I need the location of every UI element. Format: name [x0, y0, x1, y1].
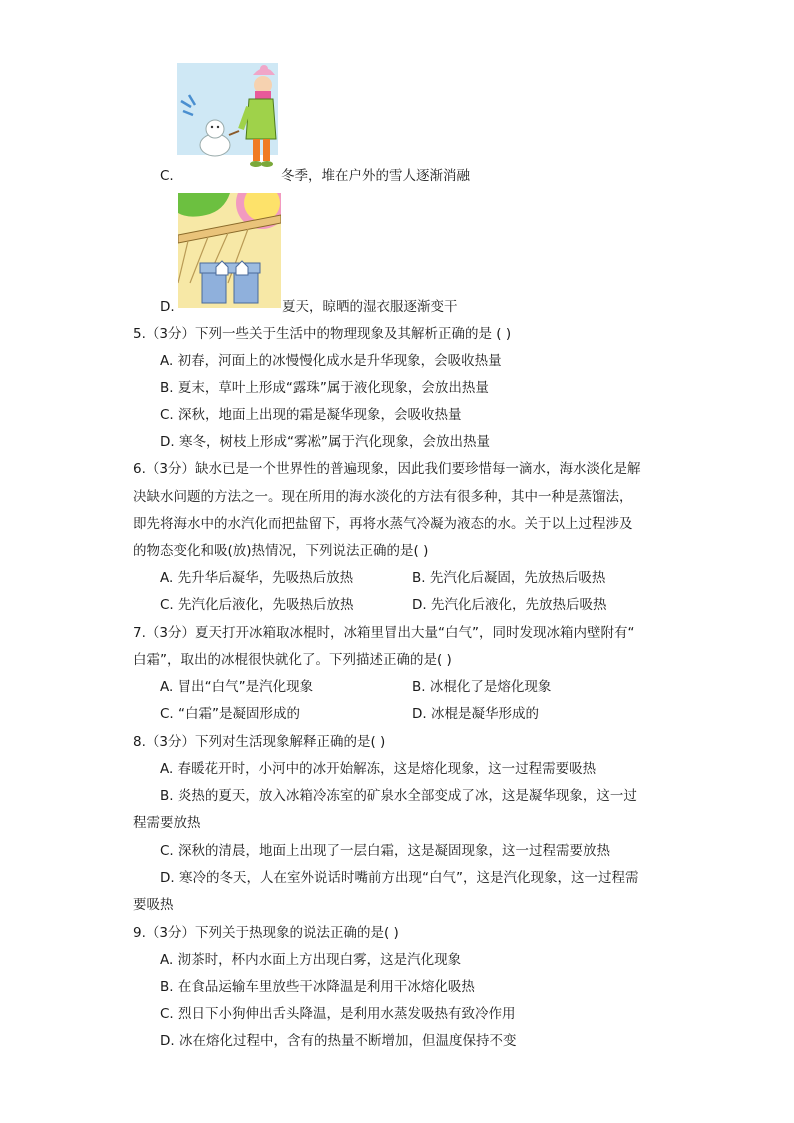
question-6-option-d: D. 先汽化后液化，先放热后吸热	[412, 597, 607, 613]
question-9-option-a: A. 沏茶时，杯内水面上方出现白雾，这是汽化现象	[160, 952, 462, 968]
question-7-option-d: D. 冰棍是凝华形成的	[412, 706, 539, 722]
question-9-stem: 9.（3分）下列关于热现象的说法正确的是( )	[133, 925, 399, 941]
question-7-option-b: B. 冰棍化了是熔化现象	[412, 679, 552, 695]
question-6-stem-line-4: 的物态变化和吸(放)热情况，下列说法正确的是( )	[133, 543, 429, 559]
option-c	[160, 167, 174, 185]
snowman-illustration	[177, 63, 278, 176]
question-7-stem-line-1: 7.（3分）夏天打开冰箱取冰棍时，冰箱里冒出大量“白气”，同时发现冰箱内壁附有“	[133, 625, 635, 641]
question-8-option-d-cont: 要吸热	[133, 897, 174, 913]
option-d-text: 夏天，晾晒的湿衣服逐渐变干	[282, 299, 458, 315]
question-6-option-c: C. 先汽化后液化，先吸热后放热	[160, 597, 354, 613]
question-5-stem: 5.（3分）下列一些关于生活中的物理现象及其解析正确的是 ( )	[133, 326, 512, 342]
question-8-option-d: D. 寒冷的冬天，人在室外说话时嘴前方出现“白气”，这是汽化现象，这一过程需	[160, 870, 639, 886]
drying-clothes-illustration	[178, 193, 281, 308]
question-6-option-a: A. 先升华后凝华，先吸热后放热	[160, 570, 354, 586]
question-6-stem-line-3: 即先将海水中的水汽化而把盐留下，再将水蒸气冷凝为液态的水。关于以上过程涉及	[133, 516, 633, 532]
option-label: C.	[160, 168, 174, 184]
question-5-option-a: A. 初春，河面上的冰慢慢化成水是升华现象，会吸收热量	[160, 353, 502, 369]
question-8-option-c: C. 深秋的清晨，地面上出现了一层白霜，这是凝固现象，这一过程需要放热	[160, 843, 611, 859]
question-8-option-b-cont: 程需要放热	[133, 815, 201, 831]
option-d	[160, 298, 175, 316]
option-label: D.	[160, 299, 175, 315]
question-8-option-b: B. 炎热的夏天，放入冰箱冷冻室的矿泉水全部变成了冰，这是凝华现象，这一过	[160, 788, 637, 804]
question-9-option-b: B. 在食品运输车里放些干冰降温是利用干冰熔化吸热	[160, 979, 475, 995]
question-6-stem-line-2: 决缺水问题的方法之一。现在所用的海水淡化的方法有很多种，其中一种是蒸馏法，	[133, 489, 633, 505]
question-6-stem-line-1: 6.（3分）缺水已是一个世界性的普遍现象，因此我们要珍惜每一滴水，海水淡化是解	[133, 461, 641, 477]
question-5-option-d: D. 寒冬，树枝上形成“雾凇”属于汽化现象，会放出热量	[160, 434, 490, 450]
question-9-option-d: D. 冰在熔化过程中，含有的热量不断增加，但温度保持不变	[160, 1033, 517, 1049]
question-9-option-c: C. 烈日下小狗伸出舌头降温，是利用水蒸发吸热有致冷作用	[160, 1006, 516, 1022]
question-7-option-a: A. 冒出“白气”是汽化现象	[160, 679, 314, 695]
question-8-option-a: A. 春暖花开时，小河中的冰开始解冻，这是熔化现象，这一过程需要吸热	[160, 761, 597, 777]
question-7-option-c: C. “白霜”是凝固形成的	[160, 706, 300, 722]
question-7-stem-line-2: 白霜”，取出的冰棍很快就化了。下列描述正确的是( )	[133, 652, 452, 668]
question-5-option-b: B. 夏末，草叶上形成“露珠”属于液化现象，会放出热量	[160, 380, 489, 396]
question-5-option-c: C. 深秋，地面上出现的霜是凝华现象，会吸收热量	[160, 407, 462, 423]
question-8-stem: 8.（3分）下列对生活现象解释正确的是( )	[133, 734, 386, 750]
option-c-text: 冬季，堆在户外的雪人逐渐消融	[281, 168, 470, 184]
question-6-option-b: B. 先汽化后凝固，先放热后吸热	[412, 570, 606, 586]
